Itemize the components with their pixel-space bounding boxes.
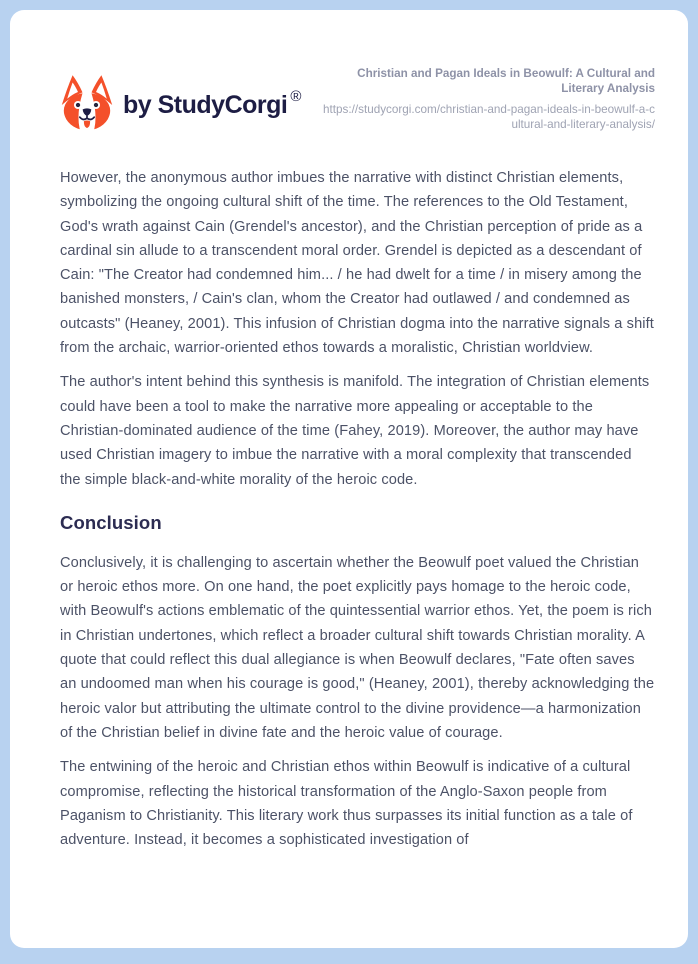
document-meta: [323, 64, 655, 132]
header: [60, 64, 655, 136]
corgi-logo-icon: [60, 74, 114, 136]
paragraph-conclusion-cultural-compromise: The entwining of the heroic and Christian ethos within Beowulf is indicative of a cultural compromise, reflecting the historical transformation of the Anglo-Saxon people from Paganism to Christianity. This literary work thus surpasses its initial function as a tale of adventure. Instead, it becomes a sophisticated investigation of: [60, 759, 633, 849]
brand-name: by StudyCorgi: [123, 90, 288, 119]
brand: [60, 74, 302, 136]
paragraph-christian-elements: However, the anonymous author imbues the narrative with distinct Christian elements, symbolizing the ongoing cultural shift of the time. The references to the Old Testament, God's wrath against Cain (Grendel's ancestor), and the Christian perception of pride as a cardinal sin allude to a transcendent moral order. Grendel is depicted as a descendant of Cain: "The Creator had condemned him... / he had dwelt for a time / in misery among the banished monsters, / Cain's clan, whom the Creator had outlawed / and condemned as outcasts" (Heaney, 2001). This infusion of Christian dogma into the narrative signals a shift from the archaic, warrior-oriented ethos towards a moralistic, Christian worldview.: [60, 170, 654, 357]
paragraph-author-intent: The author's intent behind this synthesis is manifold. The integration of Christian elements could have been a tool to make the narrative more appealing or acceptable to the Christian-dominated audience of the time (Fahey, 2019). Moreover, the author may have used Christian imagery to imbue the narrative with a moral complexity that transcended the simple black-and-white morality of the heroic code.: [60, 374, 650, 488]
document-title: Christian and Pagan Ideals in Beowulf: A Cultural and Literary Analysis: [357, 67, 655, 96]
document-card: [10, 10, 688, 948]
document-url: https://studycorgi.com/christian-and-pagan-ideals-in-beowulf-a-cultural-and-literary-analysis/: [323, 102, 655, 132]
registered-trademark: ®: [290, 87, 302, 105]
article-content: [60, 166, 655, 852]
section-heading-conclusion: Conclusion: [60, 511, 162, 533]
paragraph-conclusion-dual-allegiance: Conclusively, it is challenging to ascertain whether the Beowulf poet valued the Christian or heroic ethos more. On one hand, the poet explicitly pays homage to the heroic code, with Beowulf's actions emblematic of the quintessential warrior ethos. Yet, the poem is rich in Christian undertones, which reflect a broader cultural shift towards Christian morality. A quote that could reflect this dual allegiance is when Beowulf declares, "Fate often saves an undoomed man when his courage is good," (Heaney, 2001), thereby acknowledging the heroic valor but attributing the ultimate control to the divine providence—a harmonization of the Christian belief in divine fate and the heroic value of courage.: [60, 554, 655, 741]
